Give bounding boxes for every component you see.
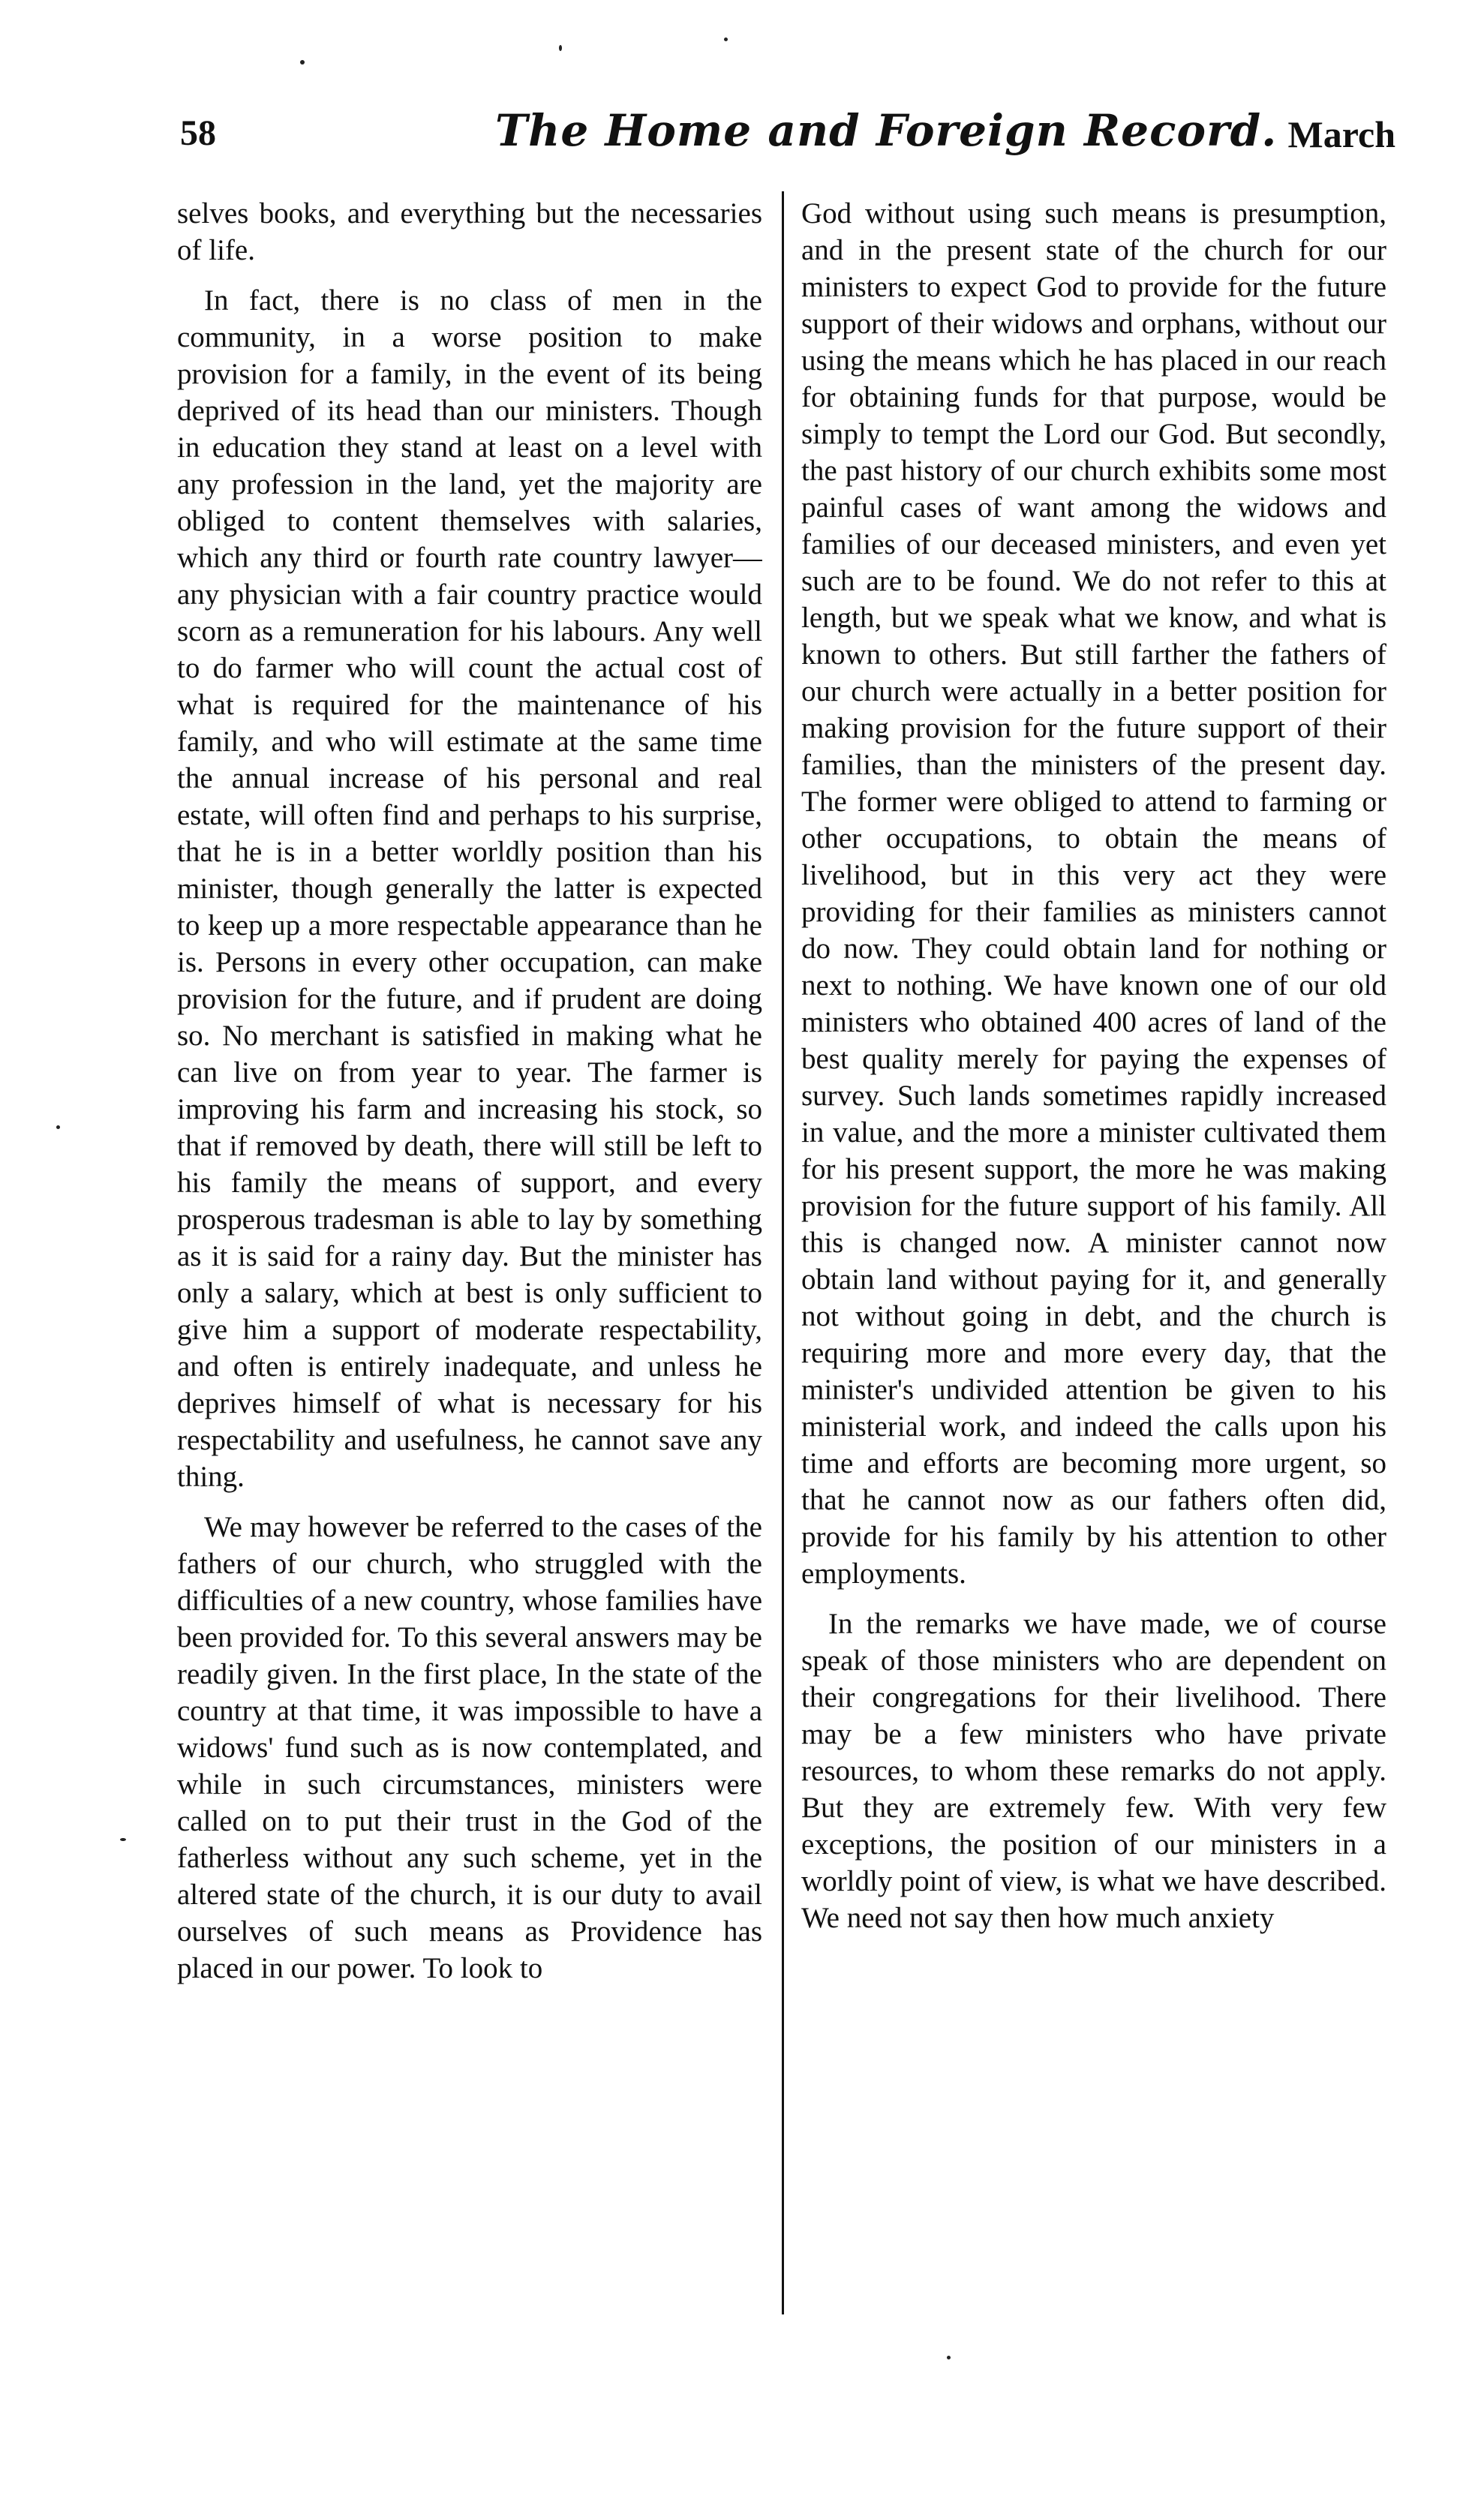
print-speck [947, 2356, 951, 2359]
left-column [177, 195, 762, 2476]
page-header [165, 90, 1395, 173]
paragraph: We may however be referred to the cases of the fathers of our church, who struggled with the difficulties of a new country, whose families have been provided for. To this several answers may be readily given. In the first place, In the state of the country at that time, it was impossible to have a widows' fund such as is now contemplated, and while in such circumstances, ministers were called on to put their trust in the God of the fatherless without any such scheme, yet in the altered state of the church, it is our duty to avail ourselves of such means as Providence has placed in our power. To look to [177, 1511, 762, 1984]
column-divider [782, 191, 784, 2314]
page-number: 58 [180, 113, 216, 153]
paragraph: selves books, and everything but the necessaries of life. [177, 197, 762, 266]
print-speck [300, 60, 305, 65]
paragraph: In fact, there is no class of men in the community, in a worse position to make provision for a family, in the event of its being deprived of its head than our ministers. Though in education they stand at least on a level with any profession in the land, yet the majority are obliged to content themselves with salaries, which any third or fourth rate country lawyer—any physician with a fair country practice would scorn as a remuneration for his labours. Any well to do farmer who will count the actual cost of what is required for the maintenance of his family, and who will estimate at the same time the annual increase of his personal and real estate, will often find and perhaps to his surprise, that he is in a better worldly position than his minister, though generally the latter is expected to keep up a more respectable appearance than he is. Persons in every other occupation, can make provision for the future, and if prudent are doing so. No merchant is satisfied in making what he can live on from year to year. The farmer is improving his farm and increasing his stock, so that if removed by death, there will still be left to his family the means of support, and every prosperous tradesman is able to lay by something as it is said for a rainy day. But the minister has only a salary, which at best is only sufficient to give him a support of moderate respectability, and often is entirely inadequate, and unless he deprives himself of what is necessary for his respectability and usefulness, he cannot save any thing. [177, 284, 762, 1493]
print-speck [56, 1125, 60, 1129]
journal-title: The Home and Foreign Record. [495, 105, 1278, 156]
print-speck [120, 1838, 126, 1841]
print-speck [724, 38, 728, 41]
paragraph: God without using such means is presumption, and in the present state of the church for our ministers to expect God to provide for the future support of their widows and orphans, without our using the means which he has placed in our reach for obtaining funds for that purpose, would be simply to tempt the Lord our God. But secondly, the past history of our church exhibits some most painful cases of want among the widows and families of our deceased ministers, and even yet such are to be found. We do not refer to this at length, but we speak what we know, and what is known to others. But still farther the fathers of our church were actually in a better position for making provision for the future support of their families, than the ministers of the present day. The former were obliged to attend to farming or other occupations, to obtain the means of livelihood, but in this very act they were providing for their families as ministers cannot do now. They could obtain land for nothing or next to nothing. We have known one of our old ministers who obtained 400 acres of land of the best quality merely for paying the expenses of survey. Such lands sometimes rapidly increased in value, and the more a minister cultivated them for his present support, the more he was making provision for the future support of his family. All this is changed now. A minister cannot now obtain land without paying for it, and generally not without going in debt, and the church is requiring more and more every day, that the minister's undivided attention be given to his ministerial work, and indeed the calls upon his time and efforts are becoming more urgent, so that he cannot now as our fathers often did, provide for his family by his attention to other employments. [801, 197, 1386, 1590]
print-speck [559, 45, 562, 51]
running-head-month: March [1287, 113, 1395, 155]
paragraph: In the remarks we have made, we of course speak of those ministers who are dependent on their congregations for their livelihood. There may be a few ministers who have private resources, to whom these remarks do not apply. But they are extremely few. With very few exceptions, the position of our ministers in a worldly point of view, is what we have described. We need not say then how much anxiety [801, 1608, 1386, 1934]
right-column [801, 195, 1386, 2476]
